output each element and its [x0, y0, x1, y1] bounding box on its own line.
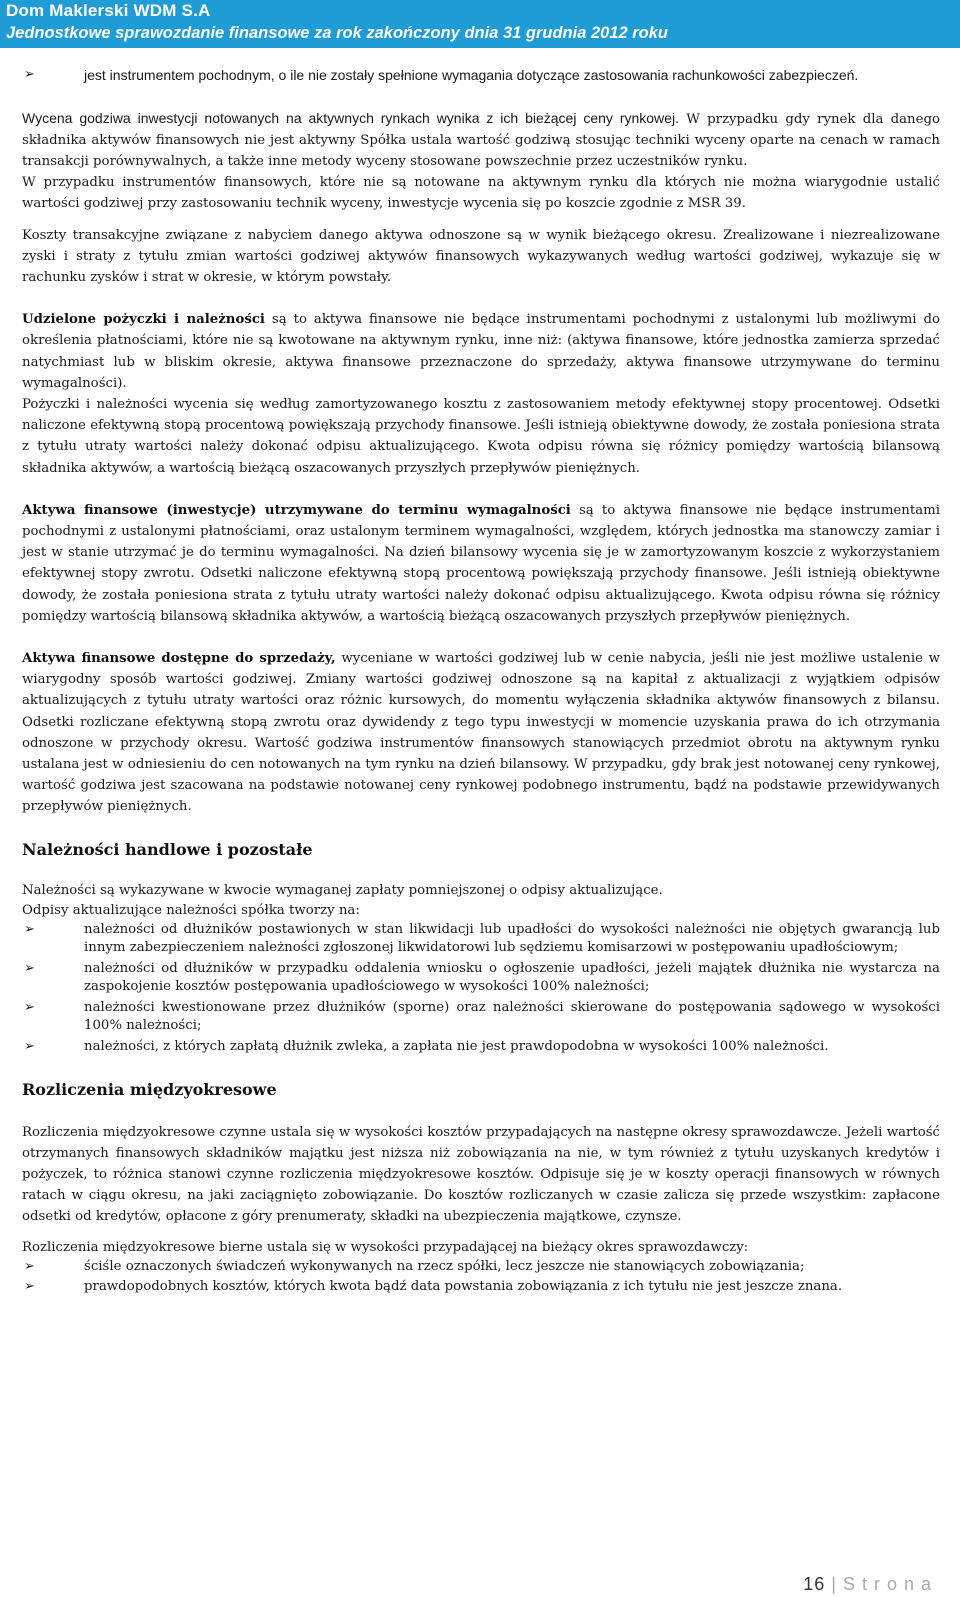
receivables-paragraph-1: Należności są wykazywane w kwocie wymaganej zapłaty pomniejszonej o odpisy aktualizujące.	[22, 882, 663, 898]
arrow-bullet-icon: ➢	[24, 999, 35, 1015]
top-bullet-list	[22, 66, 940, 85]
arrow-bullet-icon: ➢	[24, 1279, 35, 1295]
accruals-paragraph-2: Rozliczenia międzyokresowe bierne ustala się w wysokości przypadającej na bieżący okres sprawozdawczy:	[22, 1239, 749, 1255]
afs-paragraph	[22, 648, 940, 818]
receivables-bullet-list	[22, 921, 940, 1057]
afs-term: Aktywa finansowe dostępne do sprzedaży,	[22, 650, 336, 666]
accruals-bullet-list	[22, 1258, 940, 1297]
loans-term: Udzielone pożyczki i należności	[22, 312, 265, 328]
page-word: Strona	[842, 1574, 938, 1594]
htm-definition: są to aktywa finansowe nie będące instrumentami pochodnymi z ustalonymi płatnościami, oraz ustalonym terminem wymagalności, względem, których jednostka ma stanowczy zamiar i jest w stanie utrzymać je do terminu wymagalności. Na dzień bilansowy wycenia się je w zamortyzowanym koszcie z wykorzystaniem efektywnej stopy zwrotu. Odsetki naliczone efektywną stopą procentową powiększają przychody finansowe. Jeśli istnieją obiektywne dowody, że została poniesiona strata z tytułu utraty wartości należy dokonać odpisu aktualizującego. Kwota odpisu równa się różnicy pomiędzy wartością bilansową składnika aktywów, a wartością bieżącą oszacowanych przyszłych przepływów pieniężnych.	[22, 502, 940, 624]
footer-separator: |	[831, 1574, 837, 1594]
afs-definition: wyceniane w wartości godziwej lub w cenie nabycia, jeśli nie jest możliwe ustalenie w wiarygodny sposób wartości godziwej. Zmiany wartości godziwej odnoszone są na kapitał z aktualizacji z wyjątkiem odpisów aktualizujących z tytułu utraty wartości oraz różnic kursowych, do momentu wyłączenia składnika aktywów finansowych z bilansu. Odsetki rozliczane efektywną stopą zwrotu oraz dywidendy z tego typu inwestycji w momencie uzyskania prawa do ich otrzymania odnoszone w przychody okresu. Wartość godziwa instrumentów finansowych stanowiących przedmiot obrotu na aktywnym rynku ustalana jest w odniesieniu do cen notowanych na tym rynku na dzień bilansowy. W przypadku, gdy brak jest notowanej ceny rynkowej, wartość godziwa jest szacowana na podstawie notowanej ceny rynkowej podobnego instrumentu, bądź na podstawie przewidywanych przepływów pieniężnych.	[22, 650, 940, 815]
accruals-paragraph-1: Rozliczenia międzyokresowe czynne ustala się w wysokości kosztów przypadających na następne okresy sprawozdawcze. Jeżeli wartość otrzymanych finansowych składników majątku jest niższa niż zobowiązania na nie, w tym również z tytułu uzyskanych kredytów i pożyczek, to różnica stanowi czynne rozliczenia międzyokresowe kosztów. Odpisuje się je w koszty operacji finansowych w równych ratach w ciągu okresu, na jaki zaciągnięto zobowiązanie. Do kosztów rozliczanych w czasie zalicza się przede wszystkim: zapłacone odsetki od kredytów, opłacone z góry prenumeraty, składki na ubezpieczenia majątkowe, czynsze.	[22, 1124, 940, 1225]
list-item	[22, 921, 940, 958]
fair-value-intro: Wycena godziwa inwestycji notowanych na aktywnych rynkach wynika z ich bieżącej ceny rynkowej.	[22, 109, 679, 126]
list-item-text: należności od dłużników w przypadku oddalenia wniosku o ogłoszenie upadłości, jeżeli majątek dłużnika nie wystarcza na zaspokojenie kosztów postępowania upadłościowego w wysokości 100% należności;	[84, 960, 940, 995]
arrow-bullet-icon: ➢	[24, 960, 35, 976]
htm-paragraph	[22, 500, 940, 627]
fair-value-paragraph-3: Koszty transakcyjne związane z nabyciem danego aktywa odnoszone są w wynik bieżącego okresu. Zrealizowane i niezrealizowane zyski i straty z tytułu zmian wartości godziwej aktywów finansowych wykazywanych według wartości godziwej, wykazuje się w rachunku zysków i strat w okresie, w którym powstały.	[22, 227, 940, 285]
list-item	[22, 999, 940, 1036]
list-item-text: ściśle oznaczonych świadczeń wykonywanych na rzecz spółki, lecz jeszcze nie stanowiących zobowiązania;	[84, 1258, 805, 1274]
fair-value-paragraph	[22, 108, 940, 173]
list-item-text: prawdopodobnych kosztów, których kwota bądź data powstania zobowiązania z ich tytułu nie jest jeszcze znana.	[84, 1279, 843, 1295]
loans-paragraph	[22, 309, 940, 394]
list-item	[22, 1038, 940, 1057]
list-item	[22, 1278, 940, 1297]
loans-valuation-paragraph: Pożyczki i należności wycenia się według zamortyzowanego kosztu z zastosowaniem metody efektywnej stopy procentowej. Odsetki naliczone efektywną stopą procentową powiększają przychody finansowe. Jeśli istnieją obiektywne dowody, że została poniesiona strata z tytułu utraty wartości należy dokonać odpisu aktualizującego. Kwota odpisu równa się różnicy pomiędzy wartością bilansową składnika aktywów, a wartością bieżącą oszacowanych przyszłych przepływów pieniężnych.	[22, 396, 940, 476]
fair-value-paragraph-2: W przypadku instrumentów finansowych, które nie są notowane na aktywnym rynku dla których nie można wiarygodnie ustalić wartości godziwej przy zastosowaniu technik wyceny, inwestycje wycenia się po koszcie zgodnie z MSR 39.	[22, 175, 940, 212]
report-title: Jednostkowe sprawozdanie finansowe za rok zakończony dnia 31 grudnia 2012 roku	[6, 24, 669, 42]
company-name: Dom Maklerski WDM S.A	[6, 1, 211, 20]
list-item-text: jest instrumentem pochodnym, o ile nie zostały spełnione wymagania dotyczące zastosowania rachunkowości zabezpieczeń.	[84, 67, 859, 83]
list-item-text: należności kwestionowane przez dłużników (sporne) oraz należności skierowane do postępowania sądowego w wysokości 100% należności;	[84, 999, 940, 1034]
section-title-accruals: Rozliczenia międzyokresowe	[22, 1080, 277, 1100]
arrow-bullet-icon: ➢	[24, 1038, 35, 1054]
arrow-bullet-icon: ➢	[24, 67, 35, 82]
receivables-paragraph-2: Odpisy aktualizujące należności spółka tworzy na:	[22, 902, 360, 918]
page-footer	[803, 1574, 938, 1595]
list-item	[22, 66, 940, 85]
fair-value-text: W przypadku gdy rynek dla danego składnika aktywów finansowych nie jest aktywny Spółka ustala wartość godziwą stosując techniki wyceny oparte na cenach w ramach transakcji porównywalnych, a także inne metody wyceny stosowane powszechnie przez uczestników rynku.	[22, 111, 941, 169]
list-item	[22, 960, 940, 997]
page-number: 16	[803, 1574, 826, 1594]
loans-definition: są to aktywa finansowe nie będące instrumentami pochodnymi z ustalonymi lub możliwymi do określenia płatnościami, które nie są kwotowane na aktywnym rynku, inne niż: (aktywa finansowe, które jednostka zamierza sprzedać natychmiast lub w bliskim okresie, aktywa finansowe przeznaczone do sprzedaży, aktywa finansowe utrzymywane do terminu wymagalności).	[22, 312, 941, 391]
arrow-bullet-icon: ➢	[24, 1258, 35, 1274]
list-item-text: należności od dłużników postawionych w stan likwidacji lub upadłości do wysokości należności nie objętych gwarancją lub innym zabezpieczeniem należności zgłoszonej likwidatorowi lub sędziemu komisarzowi w postępowaniu upadłościowym;	[84, 921, 940, 956]
list-item	[22, 1258, 940, 1277]
arrow-bullet-icon: ➢	[24, 921, 35, 937]
list-item-text: należności, z których zapłatą dłużnik zwleka, a zapłata nie jest prawdopodobna w wysokości 100% należności.	[84, 1038, 829, 1054]
section-title-receivables: Należności handlowe i pozostałe	[22, 839, 313, 859]
htm-term: Aktywa finansowe (inwestycje) utrzymywane do terminu wymagalności	[22, 502, 571, 518]
document-header	[0, 0, 960, 48]
document-body	[22, 66, 940, 1299]
